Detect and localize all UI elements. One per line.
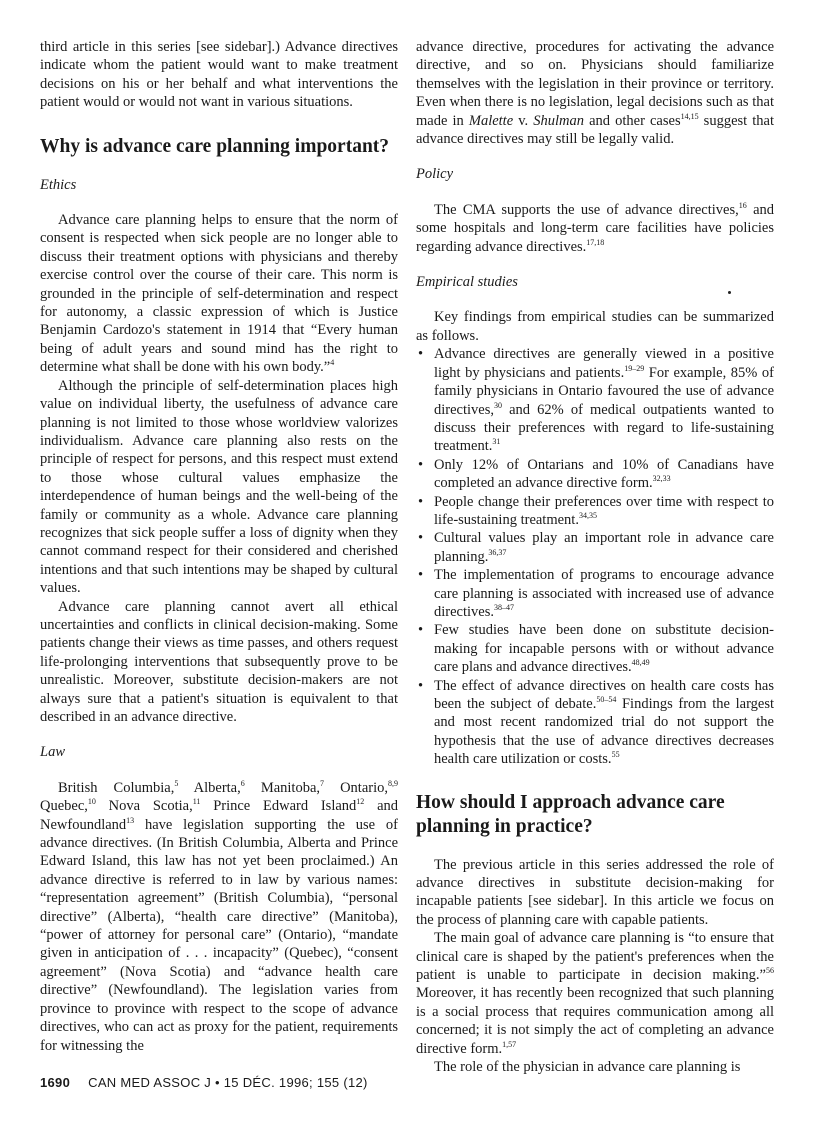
page-number: 1690 <box>40 1075 71 1090</box>
findings-list <box>416 345 774 768</box>
case-name: Shulman <box>533 112 585 129</box>
heading-how-to-approach: How should I approach advance care planning in practice? <box>416 791 725 837</box>
page-footer <box>40 1075 368 1090</box>
left-column <box>40 38 398 1055</box>
list-item: • The implementation of programs to encourage advance care planning is associated with increased use of advance directives.$^{38-47}$ <box>418 567 774 620</box>
bullet-icon: • <box>418 456 424 473</box>
subheading-policy: Policy <box>416 166 454 183</box>
law-continued-paragraph: advance directive, procedures for activating the advance directive, and so on. Physicians should familiarize themselves with the legislation in their province or territory. Even when there is no legislation, legal decisions such as that made in Malette v. Shulman and other cases$^{14,15}$ suggest that advance directives may still be legally valid. <box>416 39 775 148</box>
subheading-ethics: Ethics <box>40 176 77 193</box>
bullet-icon: • <box>418 622 424 639</box>
heading-why-important: Why is advance care planning important? <box>40 135 390 157</box>
right-column <box>416 38 774 1077</box>
subheading-law: Law <box>40 744 65 761</box>
intro-paragraph: third article in this series [see sidebar].) Advance directives indicate whom the patient would want to make treatment decisions on his or her behalf and what interventions the patient would or would not want in various situations. <box>40 39 398 111</box>
case-name: Malette <box>468 112 514 129</box>
approach-paragraph-2: The main goal of advance care planning is “to ensure that clinical care is shaped by the patient's preferences when the patient is unable to participate in decision making.”$^{56}$ Moreover, it has recently been recognized that such planning is a social process that requires communication among all concerned; it is not simply the act of completing an advance directive form.$^{1,57}$ <box>416 930 774 1057</box>
journal-citation: CAN MED ASSOC J • 15 DÉC. 1996; 155 (12) <box>88 1075 368 1090</box>
list-item: • Few studies have been done on substitute decision-making for incapable persons with or without advance care plans and advance directives.$^{48,49}$ <box>418 622 774 676</box>
bullet-icon: • <box>418 567 424 584</box>
approach-paragraph-1: The previous article in this series addressed the role of advance directives in substitute decision-making for incapable patients [see sidebar]. In this article we focus on the process of planning care with capable patients. <box>416 856 774 928</box>
empirical-intro: Key findings from empirical studies can be summarized as follows. <box>416 309 774 344</box>
ethics-paragraph-3: Advance care planning cannot avert all ethical uncertainties and conflicts in clinical decision-making. Some patients change their views as time passes, and others request life-prolonging interventions that subsequently prove to be unrealistic. Moreover, substitute decision-makers are not always sure that a patient's situation is equivalent to that described in an advance directive. <box>40 598 398 725</box>
policy-paragraph: The CMA supports the use of advance directives,$^{16}$ and some hospitals and long-term care facilities have policies regarding advance directives.$^{17,18}$ <box>416 201 775 255</box>
bullet-icon: • <box>418 493 424 510</box>
list-item: • People change their preferences over time with respect to life-sustaining treatment.$^{34,35}$ <box>418 493 774 528</box>
ethics-paragraph-2: Although the principle of self-determination places high value on individual liberty, the usefulness of advance care planning is not limited to those whose worldview valorizes individualism. Advance care planning also rests on the principle of respect for persons, and this respect must extend to those whose cultural values emphasize the interdependence of human beings and the well-being of the family or community as a whole. Advance care planning recognizes that sick people suffer a loss of dignity when they cannot command respect for their considered and cherished intentions and that such intentions may be shaped by cultural values. <box>40 377 398 597</box>
citation-ref: 4 <box>330 358 335 368</box>
list-item: • Only 12% of Ontarians and 10% of Canadians have completed an advance directive form.$^{32,33}$ <box>418 456 774 492</box>
law-paragraph: British Columbia,$^5$ Alberta,$^6$ Manitoba,$^7$ Ontario,$^{8,9}$ Quebec,$^{10}$ Nova Scotia,$^{11}$ Prince Edward Island$^{12}$ and Newfoundland$^{13}$ have legislation supporting the use of advance directives. (In British Columbia, Alberta and Prince Edward Island, this law has not yet been proclaimed.) An advance directive is referred to in law by various names: “representation agreement” (British Columbia), “personal directive” (Alberta), “health care directive” (Manitoba), “power of attorney for personal care” (Ontario), “mandate given in anticipation of . . . incapacity” (Quebec), “consent agreement” (Nova Scotia) and “advance health care directive” (Newfoundland). The legislation varies from province to province with respect to the scope of advance directives, who can act as proxy for the patient, requirements for witnessing the <box>40 778 398 1054</box>
subheading-empirical-studies: Empirical studies <box>416 274 518 291</box>
bullet-icon: • <box>418 677 424 694</box>
bullet-icon: • <box>418 530 424 547</box>
bullet-icon: • <box>418 346 424 363</box>
list-item: • Cultural values play an important role in advance care planning.$^{36,37}$ <box>418 530 774 565</box>
list-item: • The effect of advance directives on health care costs has been the subject of debate.$^{50-54}$ Findings from the largest and most recent randomized trial do not support the hypothesis that the use of advance directives decreases health care utilization or costs.$^{55}$ <box>418 677 774 768</box>
list-item: • Advance directives are generally viewed in a positive light by physicians and patients.$^{19-29}$ For example, 85% of family physicians in Ontario favoured the use of advance directives,$^{30}$ and 62% of medical outpatients wanted to discuss their preferences with regard to life-sustaining treatment.$^{31}$ <box>418 346 774 455</box>
print-speck <box>728 291 731 294</box>
ethics-paragraph-1: Advance care planning helps to ensure that the norm of consent is respected when sick people are no longer able to discuss their treatment options with physicians and thereby exercise control over the course of their care. This norm is grounded in the principle of self-determination and respect for autonomy, a classic expression of which is Justice Benjamin Cardozo's statement in 1914 that “Every human being of adult years and sound mind has the right to determine what shall be done with his own body.”$^4$ <box>40 212 398 376</box>
approach-paragraph-3: The role of the physician in advance care planning is <box>434 1059 741 1076</box>
